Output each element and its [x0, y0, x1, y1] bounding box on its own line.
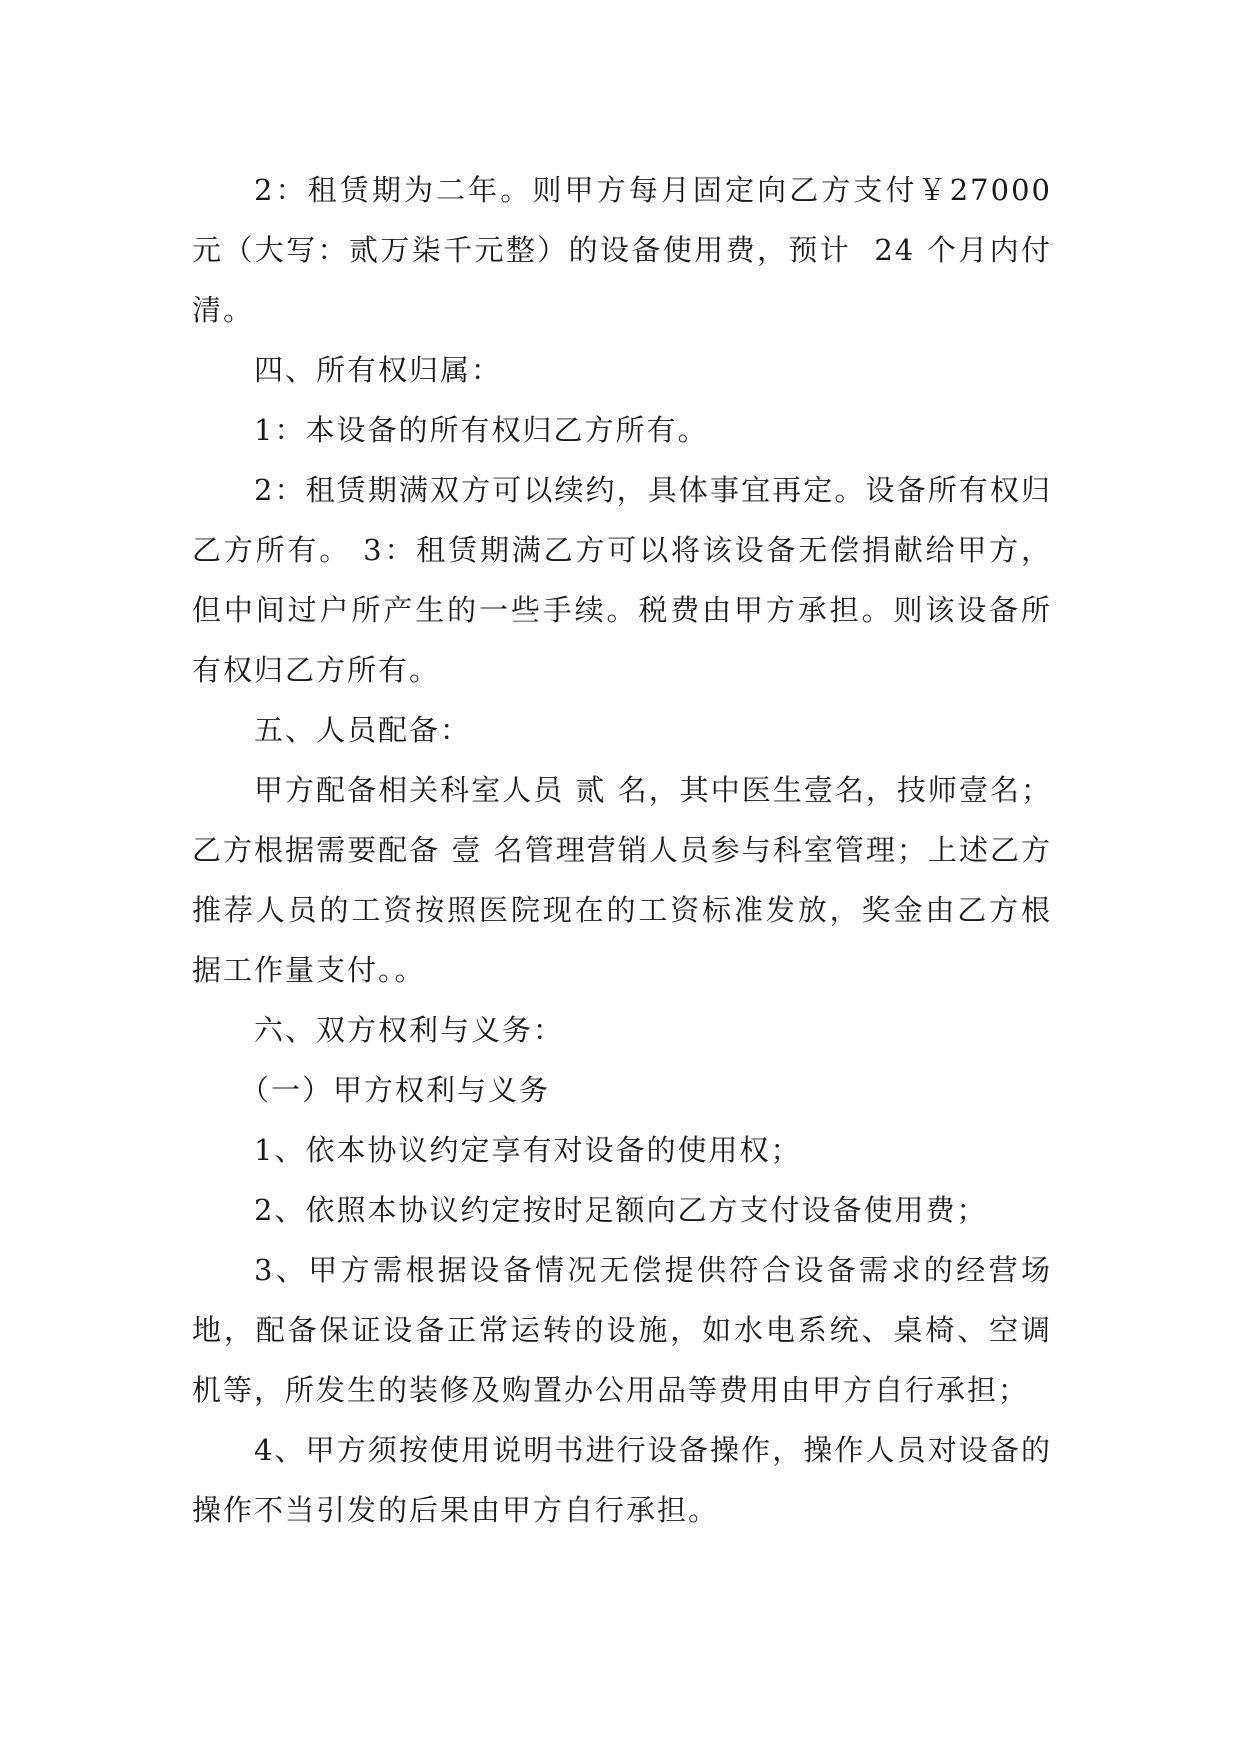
paragraph-party-a-2: 2、依照本协议约定按时足额向乙方支付设备使用费；	[254, 1193, 988, 1227]
section-heading-ownership: 四、所有权归属：	[254, 353, 503, 387]
subsection-heading-party-a: （一）甲方权利与义务	[240, 1073, 551, 1107]
paragraph-lease-payment: 2：租赁期为二年。则甲方每月固定向乙方支付￥27000 元（大写：贰万柒千元整）的设备使用费，预计 24 个月内付清。	[192, 173, 1064, 327]
section-heading-rights-obligations: 六、双方权利与义务：	[254, 1013, 565, 1047]
paragraph-party-a-3: 3、甲方需根据设备情况无偿提供符合设备需求的经营场地，配备保证设备正常运转的设施，如水电系统、桌椅、空调机等，所发生的装修及购置办公用品等费用由甲方自行承担；	[192, 1253, 1052, 1407]
section-heading-staffing: 五、人员配备：	[254, 713, 472, 747]
paragraph-ownership-2-3: 2：租赁期满双方可以续约，具体事宜再定。设备所有权归乙方所有。 3：租赁期满乙方可以将该设备无偿捐献给甲方，但中间过户所产生的一些手续。税费由甲方承担。则该设备所有权归乙方所有。	[192, 473, 1052, 687]
paragraph-party-a-4: 4、甲方须按使用说明书进行设备操作，操作人员对设备的操作不当引发的后果由甲方自行承担。	[192, 1433, 1052, 1527]
paragraph-staffing: 甲方配备相关科室人员 贰 名，其中医生壹名，技师壹名；乙方根据需要配备 壹 名管理营销人员参与科室管理；上述乙方推荐人员的工资按照医院现在的工资标准发放，奖金由乙方根据工作量支付。。	[192, 773, 1052, 987]
paragraph-ownership-1: 1：本设备的所有权归乙方所有。	[254, 413, 709, 447]
paragraph-party-a-1: 1、依本协议约定享有对设备的使用权；	[254, 1133, 802, 1167]
document-body	[192, 160, 1064, 1540]
